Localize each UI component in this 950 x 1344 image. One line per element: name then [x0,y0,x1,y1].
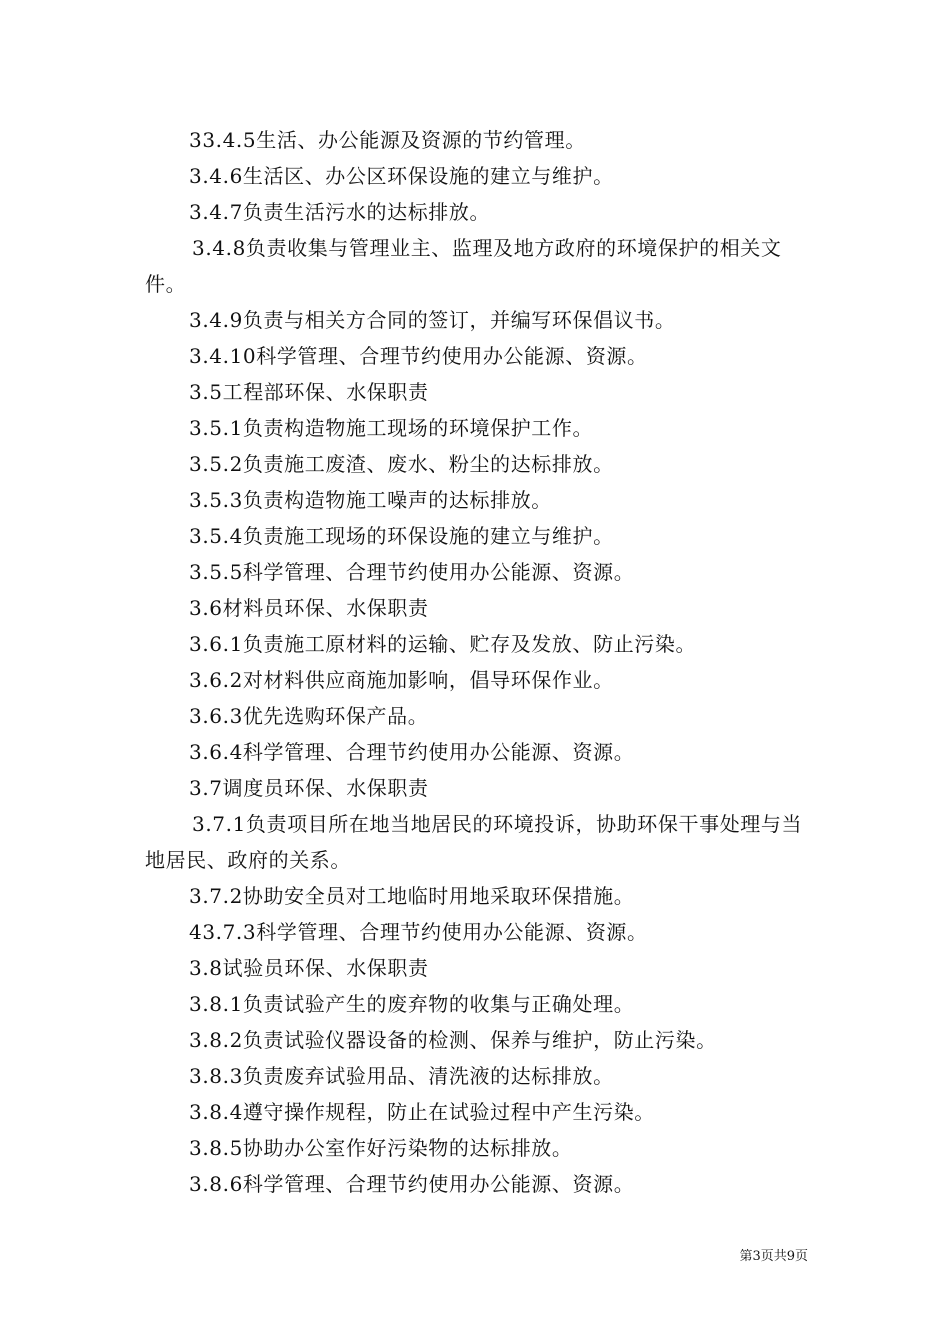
paragraph: 3.5.4负责施工现场的环保设施的建立与维护。 [189,524,614,548]
section-heading: 3.6材料员环保、水保职责 [189,596,429,620]
paragraph: 3.6.1负责施工原材料的运输、贮存及发放、防止污染。 [189,632,697,656]
paragraph: 3.4.7负责生活污水的达标排放。 [189,200,491,224]
paragraph: 3.5.2负责施工废渣、废水、粉尘的达标排放。 [189,452,614,476]
paragraph: 3.4.9负责与相关方合同的签订，并编写环保倡议书。 [189,308,676,332]
paragraph: 3.4.10科学管理、合理节约使用办公能源、资源。 [189,344,648,368]
page-number-footer: 第3页共9页 [739,1249,808,1264]
paragraph: 3.5.5科学管理、合理节约使用办公能源、资源。 [189,560,635,584]
paragraph: 3.8.3负责废弃试验用品、清洗液的达标排放。 [189,1064,614,1088]
paragraph: 3.8.2负责试验仪器设备的检测、保养与维护，防止污染。 [189,1028,717,1052]
paragraph: 3.5.3负责构造物施工噪声的达标排放。 [189,488,552,512]
paragraph: 3.7.2协助安全员对工地临时用地采取环保措施。 [189,884,635,908]
paragraph: 3.5.1负责构造物施工现场的环境保护工作。 [189,416,594,440]
paragraph: 3.6.4科学管理、合理节约使用办公能源、资源。 [189,740,635,764]
paragraph: 3.8.1负责试验产生的废弃物的收集与正确处理。 [189,992,635,1016]
paragraph: 3.6.3优先选购环保产品。 [189,704,429,728]
paragraph: 3.8.6科学管理、合理节约使用办公能源、资源。 [189,1172,635,1196]
section-heading: 3.8试验员环保、水保职责 [189,956,429,980]
paragraph: 3.4.6生活区、办公区环保设施的建立与维护。 [189,164,614,188]
paragraph: 43.7.3科学管理、合理节约使用办公能源、资源。 [189,920,648,944]
paragraph: 33.4.5生活、办公能源及资源的节约管理。 [189,128,586,152]
paragraph: 3.6.2对材料供应商施加影响，倡导环保作业。 [189,668,614,692]
paragraph: 3.4.8负责收集与管理业主、监理及地方政府的环境保护的相关文件。 [145,236,782,296]
body-text [145,122,815,1202]
section-heading: 3.7调度员环保、水保职责 [189,776,429,800]
section-heading: 3.5工程部环保、水保职责 [189,380,429,404]
paragraph: 3.7.1负责项目所在地当地居民的环境投诉，协助环保干事处理与当地居民、政府的关系。 [145,812,803,872]
paragraph: 3.8.5协助办公室作好污染物的达标排放。 [189,1136,573,1160]
paragraph: 3.8.4遵守操作规程，防止在试验过程中产生污染。 [189,1100,655,1124]
